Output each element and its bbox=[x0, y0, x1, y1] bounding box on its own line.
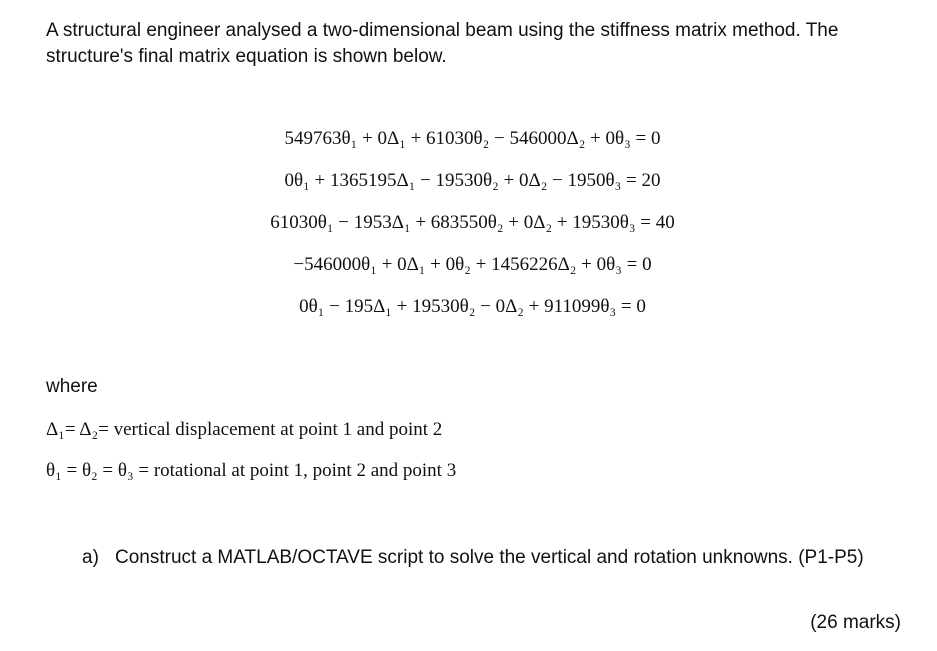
equation-2: 0θ₁ + 1365195Δ₁ − 19530θ₂ + 0Δ₂ − 1950θ₃ = 20 bbox=[284, 170, 661, 191]
equation-4: −546000θ₁ + 0Δ₁ + 0θ₂ + 1456226Δ₂ + 0θ₃ = 0 bbox=[293, 254, 652, 275]
question-text: Construct a MATLAB/OCTAVE script to solve the vertical and rotation unknowns. (P1-P5) bbox=[115, 547, 864, 568]
matrix-equations bbox=[0, 124, 937, 334]
marks-label: (26 marks) bbox=[810, 612, 901, 633]
question-label: a) bbox=[82, 547, 99, 568]
intro-text: A structural engineer analysed a two-dimensional beam using the stiffness matrix method. The structure's final matrix equation is shown below. bbox=[46, 20, 839, 67]
question-a bbox=[82, 541, 912, 575]
equation-5: 0θ₁ − 195Δ₁ + 19530θ₂ − 0Δ₂ + 911099θ₃ = 0 bbox=[299, 296, 646, 317]
where-label: where bbox=[46, 376, 98, 397]
equation-1: 549763θ₁ + 0Δ₁ + 61030θ₂ − 546000Δ₂ + 0θ₃ = 0 bbox=[284, 128, 661, 149]
definition-displacement: Δ₁= Δ₂= vertical displacement at point 1 and point 2 bbox=[46, 419, 443, 440]
equation-3: 61030θ₁ − 1953Δ₁ + 683550θ₂ + 0Δ₂ + 19530θ₃ = 40 bbox=[270, 212, 675, 233]
definition-rotation: θ₁ = θ₂ = θ₃ = rotational at point 1, point 2 and point 3 bbox=[46, 460, 457, 481]
